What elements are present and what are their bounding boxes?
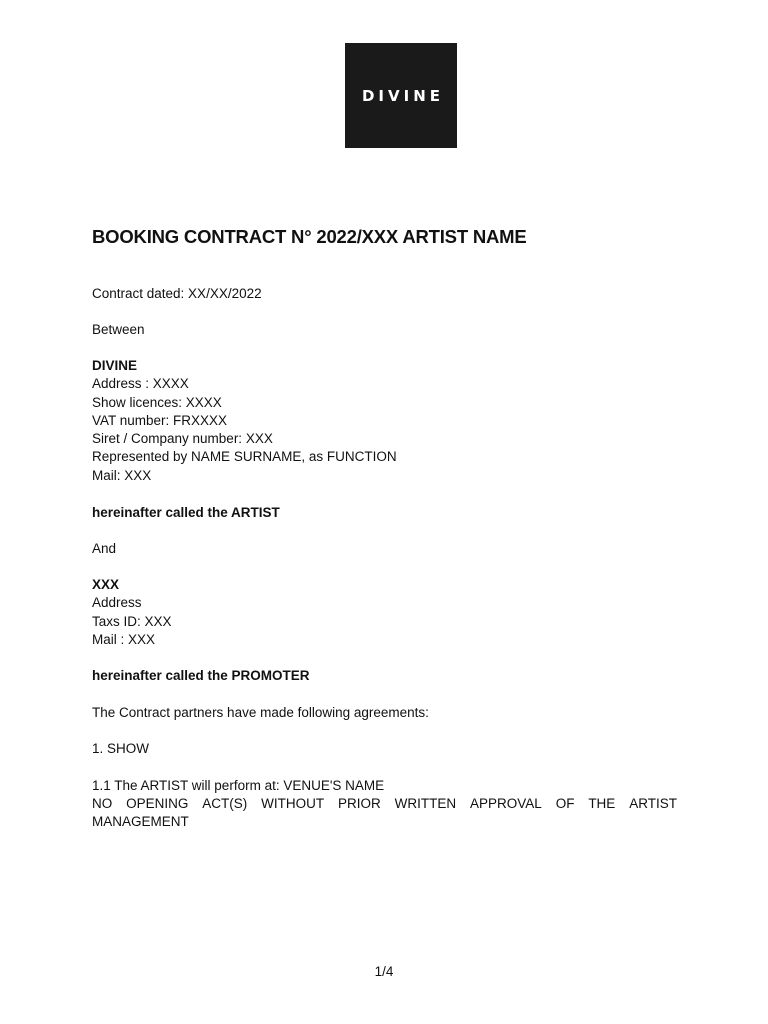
- opening-act-word: ACT(S): [202, 796, 248, 811]
- opening-act-word: PRIOR: [338, 796, 381, 811]
- opening-act-line: [92, 795, 677, 813]
- artist-vat-number: VAT number: FRXXXX: [92, 413, 228, 428]
- opening-act-word: OPENING: [126, 796, 189, 811]
- agreements-intro: The Contract partners have made following agreements:: [92, 705, 429, 720]
- artist-party-name: DIVINE: [92, 358, 138, 373]
- between-label: Between: [92, 322, 145, 337]
- promoter-tax-id: Taxs ID: XXX: [92, 614, 172, 629]
- promoter-mail: Mail : XXX: [92, 632, 156, 647]
- promoter-called: hereinafter called the PROMOTER: [92, 668, 310, 683]
- divine-logo: [345, 43, 457, 148]
- artist-mail: Mail: XXX: [92, 468, 152, 483]
- promoter-party-name: XXX: [92, 577, 120, 592]
- and-label: And: [92, 541, 117, 556]
- opening-act-word: NO: [92, 796, 113, 811]
- contract-date: Contract dated: XX/XX/2022: [92, 286, 262, 301]
- contract-title: BOOKING CONTRACT N° 2022/XXX ARTIST NAME: [92, 226, 527, 247]
- opening-act-word: WRITTEN: [394, 796, 457, 811]
- logo-text: DIVINE: [361, 86, 445, 105]
- page-number: 1/4: [374, 964, 394, 979]
- opening-act-word: WITHOUT: [261, 796, 325, 811]
- opening-act-word: THE: [588, 796, 616, 811]
- artist-show-licences: Show licences: XXXX: [92, 395, 222, 410]
- section-1-1-text: 1.1 The ARTIST will perform at: VENUE'S NAME: [92, 778, 385, 793]
- promoter-address: Address: [92, 595, 142, 610]
- section-1-heading: 1. SHOW: [92, 741, 150, 756]
- opening-act-word: ARTIST: [629, 796, 677, 811]
- artist-called: hereinafter called the ARTIST: [92, 505, 280, 520]
- artist-address: Address : XXXX: [92, 376, 189, 391]
- opening-act-line-2: MANAGEMENT: [92, 814, 189, 829]
- opening-act-word: OF: [555, 796, 575, 811]
- artist-represented-by: Represented by NAME SURNAME, as FUNCTION: [92, 449, 397, 464]
- opening-act-word: APPROVAL: [470, 796, 542, 811]
- artist-siret: Siret / Company number: XXX: [92, 431, 273, 446]
